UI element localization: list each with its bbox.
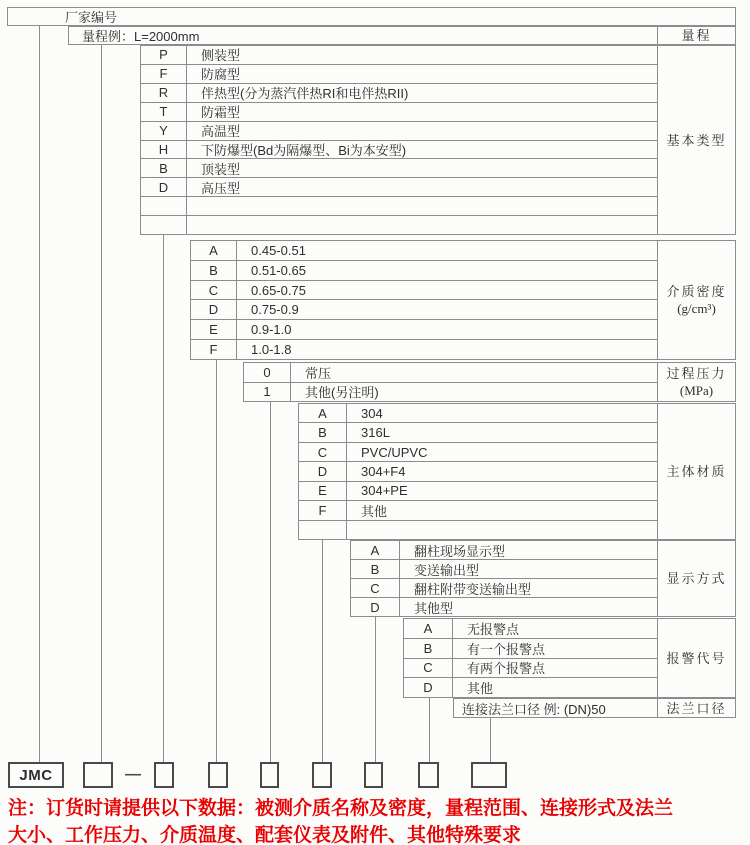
option-desc: 其他型 (414, 600, 454, 616)
option-row (351, 579, 657, 598)
material-rows (299, 404, 657, 539)
option-desc (187, 197, 657, 215)
option-code: B (299, 423, 347, 441)
ordering-note-line1: 注：订货时请提供以下数据：被测介质名称及密度，量程范围、连接形式及法兰 (8, 798, 674, 819)
pressure-label-text: 过程压力 (666, 366, 727, 381)
option-row (404, 678, 657, 697)
alarm-rows (404, 619, 657, 697)
dropline-basic-type (163, 234, 164, 762)
option-row (404, 639, 657, 659)
density-rows (191, 241, 657, 359)
code-box-display-mode (364, 762, 383, 788)
basic-type-label-text: 基本类型 (666, 132, 727, 148)
density-label (657, 241, 735, 359)
option-row (191, 340, 657, 359)
option-row (299, 482, 657, 501)
option-row (351, 541, 657, 560)
option-row (404, 659, 657, 679)
option-row (141, 46, 657, 65)
option-desc (347, 521, 657, 539)
material-label-text: 主体材质 (666, 464, 727, 479)
dropline-pressure (270, 401, 271, 762)
option-row (141, 159, 657, 178)
option-row (244, 383, 657, 402)
option-desc: 0.75-0.9 (251, 302, 299, 318)
option-row (299, 423, 657, 442)
manufacturer-label: 厂家编号 (65, 10, 118, 25)
option-code: D (351, 598, 400, 616)
option-desc: 翻柱附带变送输出型 (414, 581, 532, 597)
option-row (141, 65, 657, 84)
code-box-material (312, 762, 332, 788)
option-code: Y (141, 122, 187, 140)
option-code: D (191, 300, 237, 319)
option-desc: 其他(另注明) (305, 385, 379, 401)
option-desc: 其他 (361, 503, 388, 519)
option-row (141, 84, 657, 103)
dropline-alarm (429, 697, 430, 762)
code-box-pressure (260, 762, 279, 788)
section-alarm (403, 618, 736, 698)
option-row (141, 122, 657, 141)
option-code: P (141, 46, 187, 64)
option-desc: 0.65-0.75 (251, 282, 306, 298)
option-code: F (141, 65, 187, 83)
option-code: 0 (244, 363, 291, 382)
option-desc: 1.0-1.8 (251, 342, 292, 358)
option-row (191, 261, 657, 281)
option-code: C (351, 579, 400, 597)
option-code: D (141, 178, 187, 196)
basic-type-rows (141, 46, 657, 234)
range-example: 量程例：L=2000mm (82, 29, 200, 44)
flange-desc: 连接法兰口径 例: (DN)50 (462, 701, 606, 717)
section-basic-type (140, 45, 736, 235)
dropline-material (322, 539, 323, 762)
section-display-mode (350, 540, 736, 617)
option-desc: PVC/UPVC (361, 444, 428, 460)
option-desc: 下防爆型(Bd为隔爆型、Bi为本安型) (201, 142, 407, 158)
option-code: A (351, 541, 400, 559)
option-code: C (191, 281, 237, 300)
alarm-label-text: 报警代号 (666, 650, 727, 666)
range-label-text: 量程 (681, 28, 712, 43)
option-desc: 翻柱现场显示型 (414, 543, 506, 559)
option-desc: 304 (361, 405, 383, 421)
density-unit-text: (g/cm³) (677, 301, 716, 316)
option-desc (187, 216, 657, 234)
basic-type-label (657, 46, 735, 234)
flange-label (657, 699, 735, 717)
option-desc: 常压 (305, 365, 332, 381)
dropline-manufacturer (39, 25, 40, 762)
option-row (299, 501, 657, 520)
display-mode-label (657, 541, 735, 616)
option-row (191, 320, 657, 340)
range-label (657, 27, 735, 44)
option-code: E (191, 320, 237, 339)
option-desc: 伴热型(分为蒸汽伴热RI和电伴热RII) (201, 86, 409, 102)
code-box-alarm (418, 762, 439, 788)
option-code: B (191, 261, 237, 280)
option-desc: 有一个报警点 (467, 641, 546, 657)
option-row (141, 197, 657, 216)
ordering-note (8, 795, 745, 845)
pressure-rows (244, 363, 657, 401)
code-box-density (208, 762, 228, 788)
option-desc: 316L (361, 425, 390, 441)
option-code: T (141, 103, 187, 121)
option-code: B (141, 159, 187, 177)
option-code (141, 216, 187, 234)
option-desc: 防霜型 (201, 105, 241, 121)
section-material (298, 403, 736, 540)
option-code: D (404, 678, 453, 697)
option-code (299, 521, 347, 539)
option-desc: 顶装型 (201, 161, 241, 177)
option-desc: 高温型 (201, 124, 241, 140)
option-desc: 其他 (467, 681, 494, 697)
dropline-density (216, 359, 217, 762)
option-code: R (141, 84, 187, 102)
alarm-label (657, 619, 735, 697)
dropline-flange (490, 717, 491, 762)
option-code: B (404, 639, 453, 658)
model-prefix-box: JMC (8, 762, 64, 788)
option-code: F (299, 501, 347, 519)
option-row (141, 141, 657, 160)
density-label-text: 介质密度 (666, 284, 727, 299)
code-separator: — (125, 766, 141, 783)
option-code: C (299, 443, 347, 461)
option-code: C (404, 659, 453, 678)
dropline-display-mode (375, 616, 376, 762)
pressure-label (657, 363, 735, 401)
option-code: E (299, 482, 347, 500)
option-desc: 0.9-1.0 (251, 322, 292, 338)
option-row (191, 241, 657, 261)
option-row (141, 178, 657, 197)
option-code: F (191, 340, 237, 359)
section-pressure (243, 362, 736, 402)
option-desc: 304+F4 (361, 463, 406, 479)
option-row (351, 560, 657, 579)
section-density (190, 240, 736, 360)
display-mode-label-text: 显示方式 (666, 571, 727, 586)
option-code: D (299, 462, 347, 480)
option-row (191, 281, 657, 301)
option-code (141, 197, 187, 215)
option-row (299, 443, 657, 462)
option-row (191, 300, 657, 320)
option-desc: 无报警点 (467, 621, 520, 637)
material-label (657, 404, 735, 539)
option-row (141, 216, 657, 234)
option-desc: 高压型 (201, 180, 241, 196)
code-box-range (83, 762, 113, 788)
option-desc: 防腐型 (201, 67, 241, 83)
option-desc: 0.51-0.65 (251, 262, 306, 278)
option-code: A (299, 404, 347, 422)
dropline-range (101, 44, 102, 762)
option-desc: 变送输出型 (414, 562, 480, 578)
option-row (141, 103, 657, 122)
option-row (351, 598, 657, 616)
option-desc: 0.45-0.51 (251, 242, 306, 258)
section-manufacturer (7, 7, 736, 26)
option-code: A (191, 241, 237, 260)
option-code: A (404, 619, 453, 638)
flange-label-text: 法兰口径 (666, 700, 727, 716)
option-desc: 304+PE (361, 483, 408, 499)
display-mode-rows (351, 541, 657, 616)
option-code: H (141, 141, 187, 159)
option-desc: 有两个报警点 (467, 661, 546, 677)
ordering-note-line2: 大小、工作压力、介质温度、配套仪表及附件、其他特殊要求 (8, 825, 522, 845)
option-code: B (351, 560, 400, 578)
option-row (299, 462, 657, 481)
code-box-flange (471, 762, 507, 788)
pressure-unit-text: (MPa) (679, 383, 714, 398)
code-box-basic-type (154, 762, 174, 788)
option-row (299, 521, 657, 539)
option-row (299, 404, 657, 423)
section-flange (453, 698, 736, 718)
section-range (68, 26, 736, 45)
option-desc: 侧装型 (201, 48, 241, 64)
option-row (404, 619, 657, 639)
option-row (244, 363, 657, 383)
option-code: 1 (244, 383, 291, 402)
